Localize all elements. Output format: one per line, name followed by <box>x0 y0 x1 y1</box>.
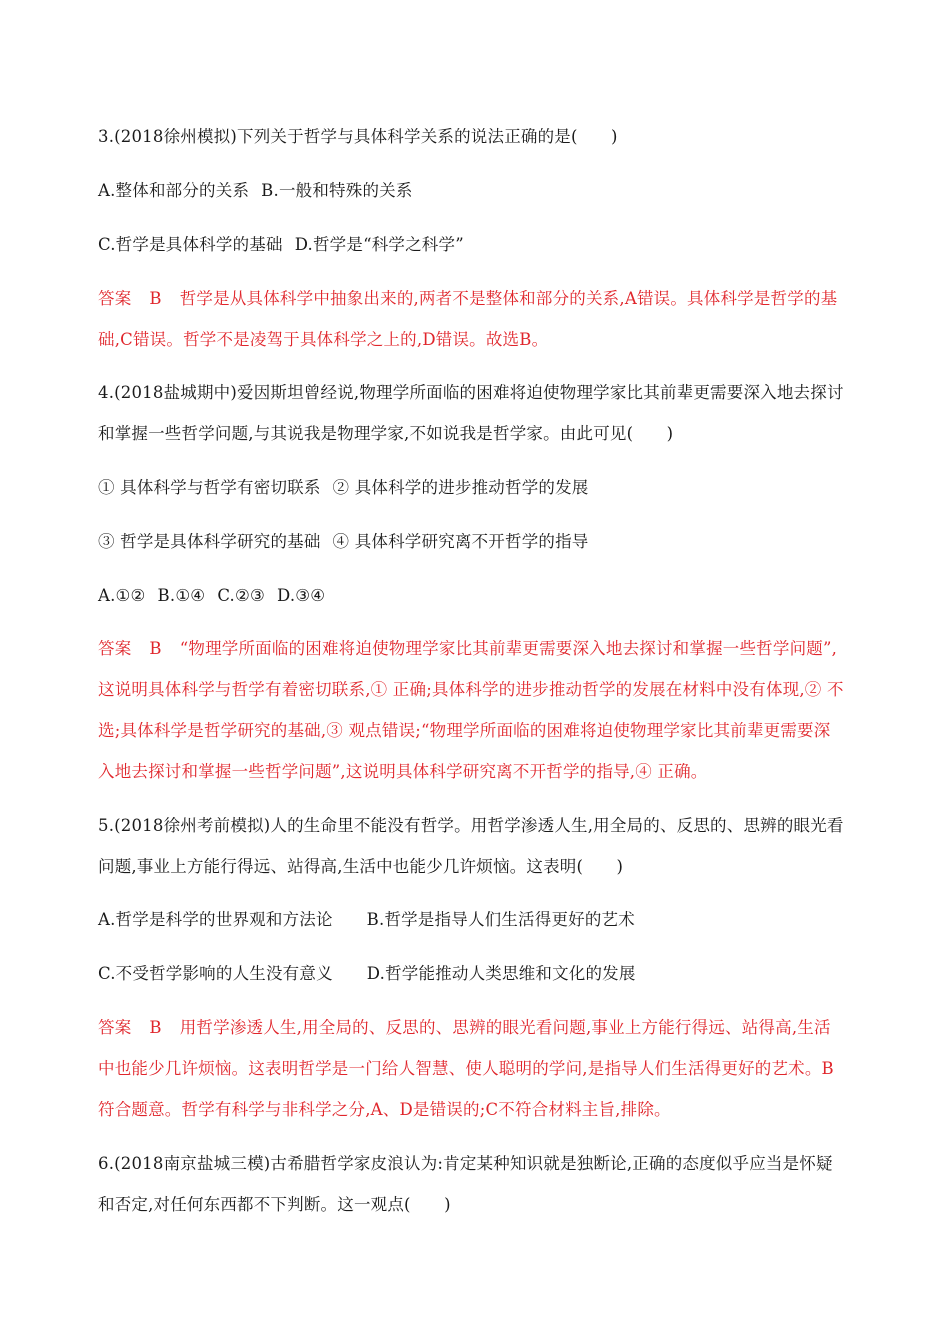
question-4-answer-line-2: 这说明具体科学与哲学有着密切联系,① 正确;具体科学的进步推动哲学的发展在材料中没有体现,② 不 <box>98 680 844 699</box>
question-5-stem-line-1: 5.(2018徐州考前模拟)人的生命里不能没有哲学。用哲学渗透人生,用全局的、反思的、思辨的眼光看 <box>98 816 844 835</box>
option-b: B.一般和特殊的关系 <box>261 181 413 200</box>
option-d: D.哲学是“科学之科学” <box>294 235 464 254</box>
item-1: ① 具体科学与哲学有密切联系 <box>98 478 321 497</box>
question-4-answer-line-1: 答案 B “物理学所面临的困难将迫使物理学家比其前辈更需要深入地去探讨和掌握一些哲学问题”, <box>98 639 838 658</box>
question-5-answer-line-3: 符合题意。哲学有科学与非科学之分,A、D是错误的;C不符合材料主旨,排除。 <box>98 1100 671 1119</box>
question-6-stem-line-2: 和否定,对任何东西都不下判断。这一观点( ) <box>98 1195 451 1214</box>
question-5-options-ab <box>98 909 635 931</box>
question-4-items-12 <box>98 477 589 499</box>
answer-choice: B <box>149 639 162 658</box>
item-4: ④ 具体科学研究离不开哲学的指导 <box>332 532 589 551</box>
option-d: D.③④ <box>276 586 326 605</box>
question-5-options-cd <box>98 963 636 985</box>
option-a: A.①② <box>98 586 146 605</box>
answer-label: 答案 <box>98 639 132 658</box>
question-4-options <box>98 585 325 607</box>
item-3: ③ 哲学是具体科学研究的基础 <box>98 532 321 551</box>
option-a: A.整体和部分的关系 <box>98 181 250 200</box>
option-b: B.①④ <box>157 586 206 605</box>
question-4-answer-line-4: 入地去探讨和掌握一些哲学问题”,这说明具体科学研究离不开哲学的指导,④ 正确。 <box>98 762 708 781</box>
question-3-answer-line-1: 答案 B 哲学是从具体科学中抽象出来的,两者不是整体和部分的关系,A错误。具体科学是哲学的基 <box>98 289 838 308</box>
option-d: D.哲学能推动人类思维和文化的发展 <box>366 964 636 983</box>
option-c: C.②③ <box>217 586 265 605</box>
question-4-answer-line-3: 选;具体科学是哲学研究的基础,③ 观点错误;“物理学所面临的困难将迫使物理学家比其前辈更需要深 <box>98 721 831 740</box>
option-a: A.哲学是科学的世界观和方法论 <box>98 910 333 929</box>
option-b: B.哲学是指导人们生活得更好的艺术 <box>366 910 635 929</box>
item-2: ② 具体科学的进步推动哲学的发展 <box>332 478 589 497</box>
question-4-stem-line-1: 4.(2018盐城期中)爱因斯坦曾经说,物理学所面临的困难将迫使物理学家比其前辈更需要深入地去探讨 <box>98 383 844 402</box>
question-3-answer-line-2: 础,C错误。哲学不是凌驾于具体科学之上的,D错误。故选B。 <box>98 330 549 349</box>
question-3-stem: 3.(2018徐州模拟)下列关于哲学与具体科学关系的说法正确的是( ) <box>98 127 618 146</box>
option-c: C.哲学是具体科学的基础 <box>98 235 283 254</box>
answer-label: 答案 <box>98 1018 132 1037</box>
question-4-stem-line-2: 和掌握一些哲学问题,与其说我是物理学家,不如说我是哲学家。由此可见( ) <box>98 424 674 443</box>
question-3-options-ab <box>98 180 413 202</box>
question-4-items-34 <box>98 531 589 553</box>
question-5-answer-line-1: 答案 B 用哲学渗透人生,用全局的、反思的、思辨的眼光看问题,事业上方能行得远、站得高,生活 <box>98 1018 831 1037</box>
question-5-answer-line-2: 中也能少几许烦恼。这表明哲学是一门给人智慧、使人聪明的学问,是指导人们生活得更好的艺术。B <box>98 1059 834 1078</box>
option-c: C.不受哲学影响的人生没有意义 <box>98 964 333 983</box>
question-5-stem-line-2: 问题,事业上方能行得远、站得高,生活中也能少几许烦恼。这表明( ) <box>98 857 624 876</box>
answer-label: 答案 <box>98 289 132 308</box>
answer-choice: B <box>149 1018 162 1037</box>
answer-choice: B <box>149 289 162 308</box>
question-3-options-cd <box>98 234 464 256</box>
question-6-stem-line-1: 6.(2018南京盐城三模)古希腊哲学家皮浪认为:肯定某种知识就是独断论,正确的态度似乎应当是怀疑 <box>98 1154 833 1173</box>
